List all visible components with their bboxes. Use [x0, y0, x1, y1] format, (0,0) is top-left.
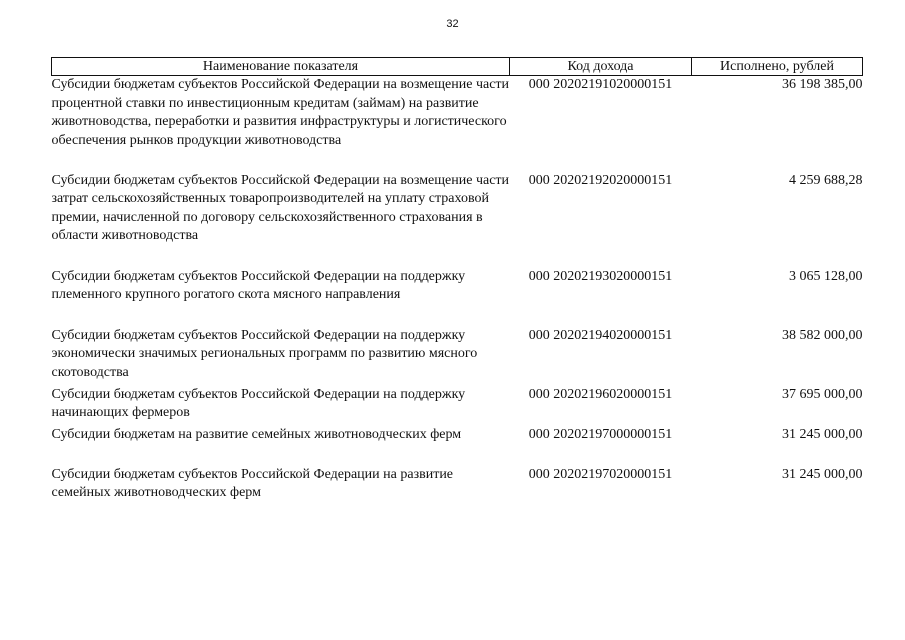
row-code: 000 20202194020000151 [528, 327, 673, 343]
table-row [52, 466, 863, 506]
row-name: Субсидии бюджетам на развитие семейных животноводческих ферм [51, 426, 462, 442]
row-code: 000 20202196020000151 [528, 386, 673, 402]
page-number: 32 [446, 18, 459, 30]
row-name: Субсидии бюджетам субъектов Российской Федерации на поддержку племенного крупного рогатого скота мясного направления [51, 268, 466, 303]
header-code: Код дохода [510, 58, 692, 76]
table-row [52, 268, 863, 327]
table-row [52, 426, 863, 466]
table-header [52, 58, 863, 76]
row-amount: 4 259 688,28 [789, 172, 863, 188]
row-code: 000 20202197000000151 [528, 426, 673, 442]
row-name: Субсидии бюджетам субъектов Российской Федерации на поддержку экономически значимых региональных программ по развитию мясного скотоводства [51, 327, 478, 380]
row-code: 000 20202192020000151 [528, 172, 673, 188]
revenue-table [51, 57, 863, 506]
row-amount: 37 695 000,00 [782, 386, 863, 402]
row-name: Субсидии бюджетам субъектов Российской Федерации на развитие семейных животноводческих ферм [51, 466, 454, 501]
row-code: 000 20202191020000151 [528, 77, 673, 92]
row-name: Субсидии бюджетам субъектов Российской Федерации на возмещение части затрат сельскохозяйственных товаропроизводителей на уплату страховой премии, начисленной по договору сельскохозяйственного страхования в области животноводства [51, 172, 510, 244]
row-code: 000 20202193020000151 [528, 268, 673, 284]
row-amount: 31 245 000,00 [782, 426, 863, 442]
row-amount: 31 245 000,00 [782, 466, 863, 482]
row-name: Субсидии бюджетам субъектов Российской Федерации на поддержку начинающих фермеров [51, 386, 466, 421]
header-name: Наименование показателя [52, 58, 510, 76]
row-amount: 3 065 128,00 [789, 268, 863, 284]
header-amount: Исполнено, рублей [692, 58, 863, 76]
row-code: 000 20202197020000151 [528, 466, 673, 482]
table-row [52, 172, 863, 268]
table-row [52, 76, 863, 172]
row-amount: 36 198 385,00 [782, 77, 863, 92]
table-row [52, 386, 863, 426]
row-amount: 38 582 000,00 [782, 327, 863, 343]
table-row [52, 327, 863, 386]
row-name: Субсидии бюджетам субъектов Российской Федерации на возмещение части процентной ставки по инвестиционным кредитам (займам) на развитие животноводства, переработки и развития инфраструктуры и логистического обеспечения рынков продукции животноводства [51, 77, 510, 148]
